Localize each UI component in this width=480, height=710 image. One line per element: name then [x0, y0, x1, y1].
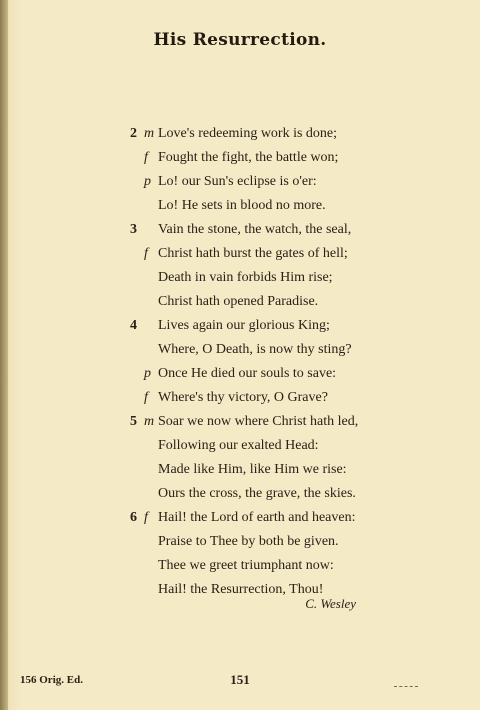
verse-line-text: Hail! the Lord of earth and heaven: [158, 510, 356, 525]
page-number: 151 [230, 672, 250, 687]
verse-line [0, 532, 480, 552]
verse-line [0, 436, 480, 456]
verse-line [0, 388, 480, 408]
verse-line-text: Made like Him, like Him we rise: [158, 462, 347, 477]
verse-line-text: Christ hath burst the gates of hell; [158, 246, 348, 261]
verse-line [0, 484, 480, 504]
dynamic-marking: m [144, 126, 155, 141]
verse-line [0, 460, 480, 480]
verse-number: 3 [130, 222, 137, 237]
verse-line-text: Death in vain forbids Him rise; [158, 270, 333, 285]
verse-line-text: Soar we now where Christ hath led, [158, 414, 359, 429]
verse-line [0, 148, 480, 168]
dynamic-marking: f [144, 246, 148, 261]
dynamic-marking: f [144, 510, 148, 525]
verse-line-text: Lives again our glorious King; [158, 318, 330, 333]
verse-line-text: Ours the cross, the grave, the skies. [158, 486, 356, 501]
dynamic-marking: p [144, 174, 151, 189]
verse-line [0, 316, 480, 336]
verse-line [0, 412, 480, 432]
verse-line-text: Once He died our souls to save: [158, 366, 337, 381]
verse-line [0, 364, 480, 384]
verse-number: 4 [130, 318, 137, 333]
verse-line [0, 340, 480, 360]
verse-line-text: Following our exalted Head: [158, 438, 319, 453]
verse-line-text: Where's thy victory, O Grave? [158, 390, 328, 405]
verse-number: 5 [130, 414, 137, 429]
verse-line-text: Love's redeeming work is done; [158, 126, 338, 141]
dynamic-marking: m [144, 414, 155, 429]
verse-line-text: Lo! our Sun's eclipse is o'er: [158, 174, 317, 189]
dynamic-marking: p [144, 366, 151, 381]
verse-line-text: Fought the fight, the battle won; [158, 150, 339, 165]
verse-line [0, 196, 480, 216]
verse-line [0, 556, 480, 576]
verse-line [0, 220, 480, 240]
verse-line-text: Hail! the Resurrection, Thou! [158, 582, 324, 597]
verse-line-text: Vain the stone, the watch, the seal, [158, 222, 352, 237]
verse-line-text: Lo! He sets in blood no more. [158, 198, 326, 213]
verse-line [0, 580, 480, 600]
verse-line-text: Christ hath opened Paradise. [158, 294, 319, 309]
verse-number: 2 [130, 126, 137, 141]
verse-line [0, 244, 480, 264]
verse-line [0, 268, 480, 288]
edition-note: 156 Orig. Ed. [20, 674, 83, 686]
verse-line-text: Thee we greet triumphant now: [158, 558, 334, 573]
verse-line-text: Praise to Thee by both be given. [158, 534, 339, 549]
verse-line-text: Where, O Death, is now thy sting? [158, 342, 352, 357]
dynamic-marking: f [144, 390, 148, 405]
verse-line [0, 172, 480, 192]
hymn-title: His Resurrection. [153, 30, 327, 50]
verse-number: 6 [130, 510, 137, 525]
author-attribution: C. Wesley [305, 596, 356, 611]
verse-line [0, 508, 480, 528]
footer-ornament [394, 686, 418, 688]
dynamic-marking: f [144, 150, 148, 165]
verse-line [0, 124, 480, 144]
verse-line [0, 292, 480, 312]
